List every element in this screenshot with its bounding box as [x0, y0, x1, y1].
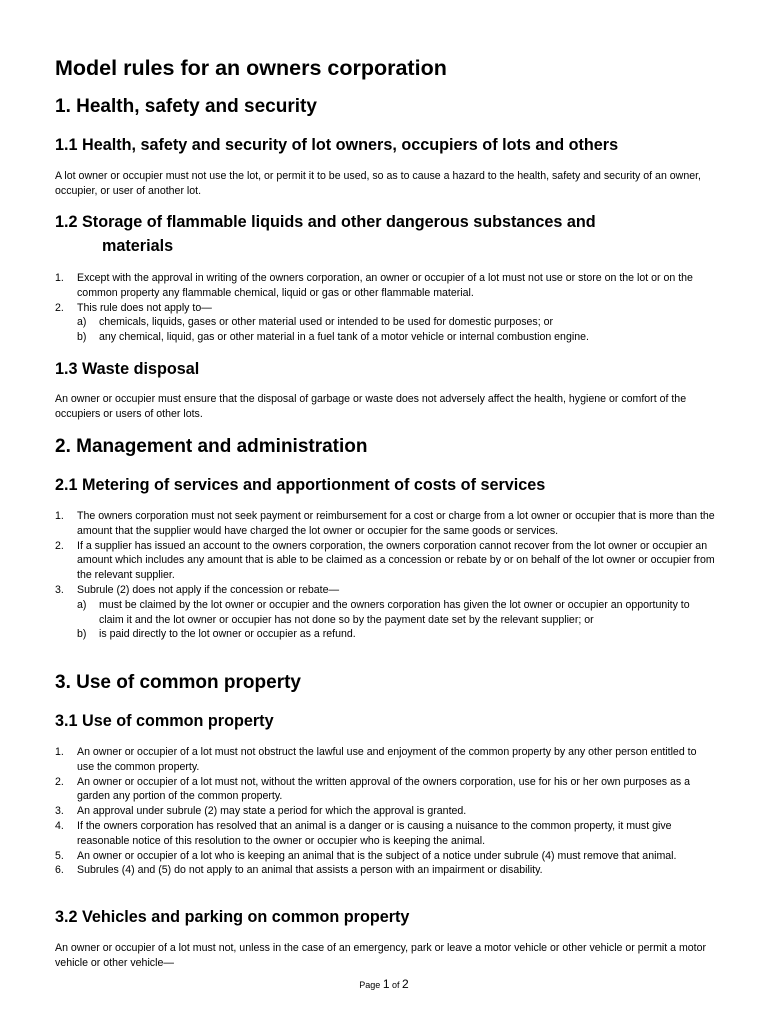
document-title: Model rules for an owners corporation	[55, 56, 447, 80]
sublist-item-text: must be claimed by the lot owner or occupier and the owners corporation has given the lot owner or occupier an opportunity to claim it and the lot owner or occupier has not done so by the payment date set by the relevant supplier; or	[99, 598, 690, 626]
list-item-text: If the owners corporation has resolved that an animal is a danger or is causing a nuisance to the common property, it must give reasonable notice of this resolution to the owner or occupier who is keeping the animal.	[77, 819, 672, 847]
total-page-count: 2	[402, 977, 409, 991]
list-item-text: Subrule (2) does not apply if the concession or rebate—	[77, 583, 340, 596]
list-item	[55, 745, 715, 775]
list-item-number: 5.	[55, 849, 64, 862]
list-item-text: The owners corporation must not seek payment or reimbursement for a cost or charge from a lot owner or occupier that is more than the amount that the supplier would have charged the lot owner or occupier for the same goods or services.	[77, 510, 715, 537]
sublist-item-letter: a)	[77, 598, 87, 611]
of-word: of	[392, 980, 400, 990]
list-item-number: 2.	[55, 775, 64, 788]
list-item-text: If a supplier has issued an account to the owners corporation, the owners corporation cannot recover from the lot owner or occupier an amount which includes any amount that is able to be claimed as a concession or rebate by or on behalf of the lot owner or occupier from the relevant supplier.	[77, 539, 715, 582]
list-item	[55, 271, 715, 301]
list-item-number: 3.	[55, 583, 64, 596]
subsection-3-1-list	[55, 745, 715, 878]
list-item-text: Except with the approval in writing of the owners corporation, an owner or occupier of a lot must not use or store on the lot or on the common property any flammable chemical, liquid or gas or other flammable material.	[77, 272, 693, 299]
list-item-text: This rule does not apply to—	[77, 301, 212, 314]
subsection-1-2-heading-line1: 1.2 Storage of flammable liquids and other dangerous substances and	[55, 213, 596, 231]
list-item	[55, 301, 715, 345]
sublist-item	[77, 315, 715, 330]
sublist-item-letter: b)	[77, 628, 87, 641]
subsection-1-2-heading-line2: materials	[102, 237, 174, 255]
section-1-heading: 1. Health, safety and security	[55, 96, 317, 117]
list-item	[55, 819, 715, 849]
list-item-number: 2.	[55, 539, 64, 552]
subsection-2-1-list	[55, 509, 715, 642]
list-item	[55, 583, 715, 642]
sublist-item	[77, 598, 715, 628]
current-page-number: 1	[382, 977, 390, 991]
list-item-number: 1.	[55, 510, 64, 522]
subsection-1-1-body: A lot owner or occupier must not use the lot, or permit it to be used, so as to cause a hazard to the health, safety and security of an owner, occupier, or user of another lot.	[55, 170, 701, 197]
list-item-text: An approval under subrule (2) may state a period for which the approval is granted.	[77, 805, 467, 818]
subsection-1-1-heading: 1.1 Health, safety and security of lot owners, occupiers of lots and others	[55, 136, 619, 154]
section-2-heading: 2. Management and administration	[55, 436, 368, 457]
sublist	[77, 315, 715, 345]
subsection-1-2-list	[55, 271, 715, 345]
subsection-3-2-heading: 3.2 Vehicles and parking on common property	[55, 908, 410, 926]
sublist-item	[77, 330, 715, 345]
list-item-number: 4.	[55, 819, 64, 832]
list-item	[55, 804, 715, 819]
list-item-number: 3.	[55, 805, 64, 818]
sublist-item-text: chemicals, liquids, gases or other material used or intended to be used for domestic purposes; or	[99, 316, 554, 329]
sublist	[77, 598, 715, 642]
list-item-text: An owner or occupier of a lot must not obstruct the lawful use and enjoyment of the common property by any other person entitled to use the common property.	[77, 746, 697, 773]
list-item-number: 1.	[55, 746, 64, 758]
list-item-number: 2.	[55, 301, 64, 314]
list-item	[55, 539, 715, 583]
sublist-item-text: any chemical, liquid, gas or other material in a fuel tank of a motor vehicle or internal combustion engine.	[99, 331, 589, 344]
list-item-number: 1.	[55, 272, 64, 284]
section-3-heading: 3. Use of common property	[55, 672, 301, 693]
subsection-1-2-heading	[55, 210, 596, 258]
subsection-1-3-heading: 1.3 Waste disposal	[55, 360, 200, 378]
page-footer	[0, 976, 768, 993]
list-item-text: Subrules (4) and (5) do not apply to an animal that assists a person with an impairment or disability.	[77, 864, 543, 877]
sublist-item-letter: a)	[77, 316, 87, 329]
list-item	[55, 863, 715, 878]
page-word: Page	[359, 980, 381, 990]
sublist-item	[77, 627, 715, 642]
sublist-item-letter: b)	[77, 331, 87, 344]
list-item	[55, 509, 715, 539]
subsection-3-1-heading: 3.1 Use of common property	[55, 712, 274, 730]
sublist-item-text: is paid directly to the lot owner or occupier as a refund.	[99, 628, 356, 641]
list-item	[55, 849, 715, 864]
subsection-1-3-body: An owner or occupier must ensure that the disposal of garbage or waste does not adversely affect the health, hygiene or comfort of the occupiers or users of other lots.	[55, 393, 687, 420]
list-item-text: An owner or occupier of a lot who is keeping an animal that is the subject of a notice under subrule (4) must remove that animal.	[77, 849, 677, 862]
list-item-number: 6.	[55, 864, 64, 877]
list-item-text: An owner or occupier of a lot must not, without the written approval of the owners corporation, use for his or her own purposes as a garden any portion of the common property.	[77, 775, 690, 803]
list-item	[55, 775, 715, 805]
subsection-3-2-body: An owner or occupier of a lot must not, unless in the case of an emergency, park or leave a motor vehicle or other vehicle or permit a motor vehicle or other vehicle—	[55, 942, 707, 969]
subsection-2-1-heading: 2.1 Metering of services and apportionment of costs of services	[55, 476, 546, 494]
